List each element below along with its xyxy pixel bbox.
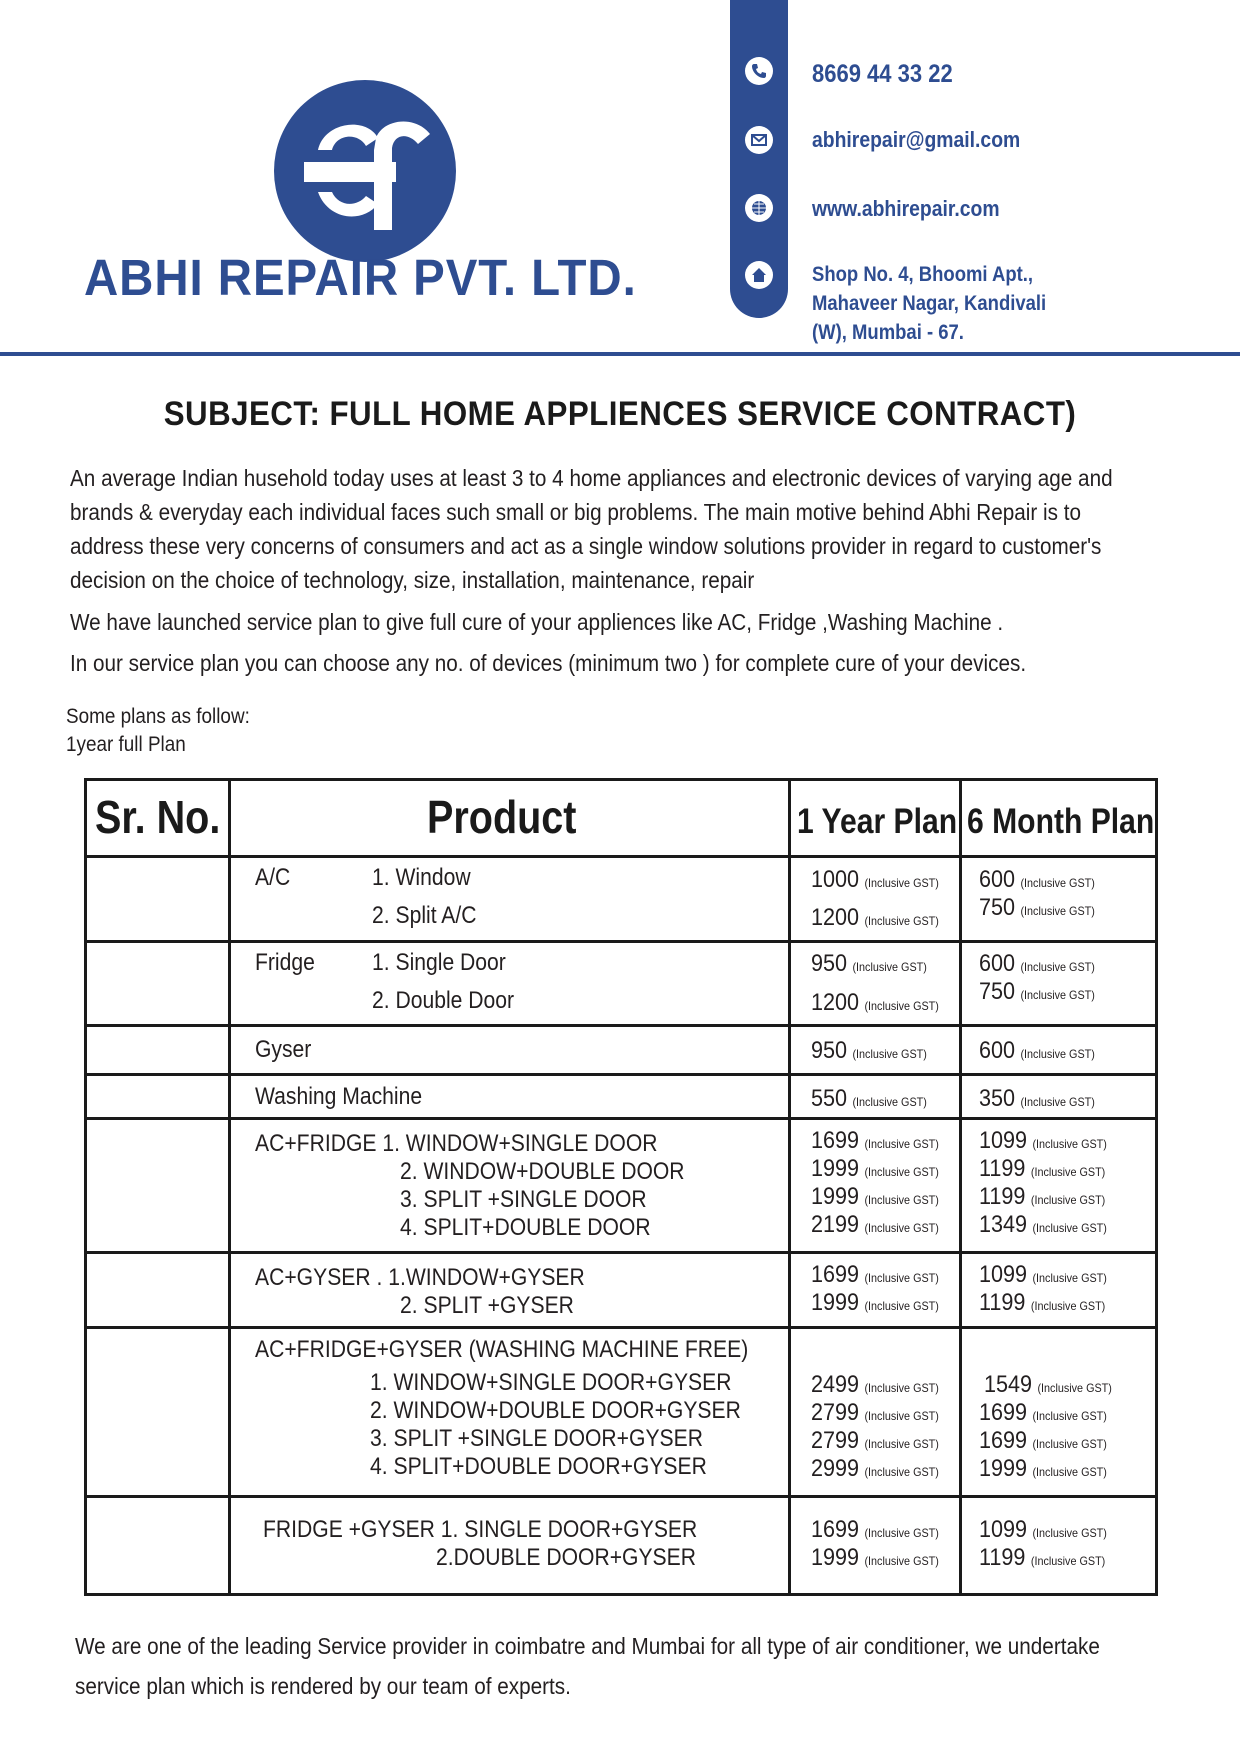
phone-icon [745, 57, 773, 85]
price-1-year: 2199 (Inclusive GST) [811, 1211, 939, 1238]
header-divider [0, 352, 1240, 356]
table-row-divider [84, 1326, 1158, 1329]
plans-note: Some plans as follow: [66, 705, 250, 728]
header-product: Product [427, 791, 577, 843]
combo-fridge-gyser-line: FRIDGE +GYSER 1. SINGLE DOOR+GYSER [263, 1516, 698, 1543]
intro-line: brands & everyday each individual faces such small or big problems. The main motive behind Abhi Repair is to [70, 499, 1081, 525]
product-item: 2. Double Door [372, 987, 515, 1014]
price-6-month: 1549 (Inclusive GST) [984, 1371, 1112, 1398]
row-category-washing-machine: Washing Machine [255, 1083, 423, 1110]
combo-ac-fridge-line: AC+FRIDGE 1. WINDOW+SINGLE DOOR [255, 1130, 658, 1157]
price-1-year: 1999 (Inclusive GST) [811, 1544, 939, 1571]
product-item: 3. SPLIT +SINGLE DOOR+GYSER [370, 1425, 703, 1452]
website-link[interactable]: www.abhirepair.com [812, 196, 1000, 221]
intro-line: An average Indian husehold today uses at least 3 to 4 home appliances and electronic devices of varying age and [70, 465, 1113, 491]
company-name: ABHI REPAIR PVT. LTD. [84, 249, 637, 306]
header-1-year-plan: 1 Year Plan [797, 802, 958, 841]
footer-line: We are one of the leading Service provider in coimbatre and Mumbai for all type of air conditioner, we undertake [75, 1633, 1100, 1659]
price-6-month: 1699 (Inclusive GST) [979, 1399, 1107, 1426]
price-6-month: 1099 (Inclusive GST) [979, 1261, 1107, 1288]
price-6-month: 1999 (Inclusive GST) [979, 1455, 1107, 1482]
price-6-month: 1699 (Inclusive GST) [979, 1427, 1107, 1454]
price-1-year: 1200 (Inclusive GST) [811, 989, 939, 1016]
device-choice-paragraph: In our service plan you can choose any no. of devices (minimum two ) for complete cure of your devices. [70, 650, 1027, 676]
table-row-divider [84, 855, 1158, 858]
ar-monogram-icon [274, 80, 456, 262]
price-1-year: 2999 (Inclusive GST) [811, 1455, 939, 1482]
table-row-divider [84, 1495, 1158, 1498]
price-1-year: 1699 (Inclusive GST) [811, 1127, 939, 1154]
price-1-year: 1000 (Inclusive GST) [811, 866, 939, 893]
price-1-year: 2499 (Inclusive GST) [811, 1371, 939, 1398]
price-6-month: 750 (Inclusive GST) [979, 978, 1095, 1005]
price-1-year: 1699 (Inclusive GST) [811, 1261, 939, 1288]
intro-paragraph [70, 461, 1186, 597]
product-item: 2.DOUBLE DOOR+GYSER [436, 1544, 696, 1571]
price-1-year: 1999 (Inclusive GST) [811, 1155, 939, 1182]
address-line-3: (W), Mumbai - 67. [812, 321, 964, 344]
price-1-year: 1699 (Inclusive GST) [811, 1516, 939, 1543]
product-item: 3. SPLIT +SINGLE DOOR [400, 1186, 647, 1213]
phone-number[interactable]: 8669 44 33 22 [812, 60, 953, 88]
product-item: 4. SPLIT+DOUBLE DOOR+GYSER [370, 1453, 707, 1480]
address-line-1: Shop No. 4, Bhoomi Apt., [812, 263, 1034, 286]
table-row-divider [84, 1251, 1158, 1254]
product-item: 2. Split A/C [372, 902, 477, 929]
price-6-month: 1099 (Inclusive GST) [979, 1516, 1107, 1543]
table-row-divider [84, 1024, 1158, 1027]
price-6-month: 600 (Inclusive GST) [979, 950, 1095, 977]
price-6-month: 1199 (Inclusive GST) [979, 1544, 1106, 1571]
price-1-year: 1999 (Inclusive GST) [811, 1183, 939, 1210]
table-column-divider [228, 778, 231, 1596]
price-6-month: 1199 (Inclusive GST) [979, 1183, 1106, 1210]
product-item: 2. WINDOW+DOUBLE DOOR [400, 1158, 685, 1185]
price-1-year: 550 (Inclusive GST) [811, 1085, 927, 1112]
price-6-month: 1199 (Inclusive GST) [979, 1155, 1106, 1182]
product-item: 1. WINDOW+SINGLE DOOR+GYSER [370, 1369, 732, 1396]
intro-line: decision on the choice of technology, size, installation, maintenance, repair [70, 567, 755, 593]
table-row-divider [84, 1117, 1158, 1120]
product-item: 1. Window [372, 864, 471, 891]
header-sr-no: Sr. No. [95, 791, 221, 843]
product-item: 4. SPLIT+DOUBLE DOOR [400, 1214, 651, 1241]
price-1-year: 1999 (Inclusive GST) [811, 1289, 939, 1316]
table-row-divider [84, 940, 1158, 943]
email-link[interactable]: abhirepair@gmail.com [812, 127, 1021, 152]
combo-ac-fridge-gyser-title: AC+FRIDGE+GYSER (WASHING MACHINE FREE) [255, 1336, 749, 1363]
row-category-ac: A/C [255, 864, 291, 891]
price-6-month: 750 (Inclusive GST) [979, 894, 1095, 921]
row-category-gyser: Gyser [255, 1036, 312, 1063]
company-logo [274, 80, 456, 262]
address-line-2: Mahaveer Nagar, Kandivali [812, 292, 1047, 315]
price-6-month: 600 (Inclusive GST) [979, 1037, 1095, 1064]
row-category-fridge: Fridge [255, 949, 315, 976]
table-column-divider [788, 778, 791, 1596]
footer-paragraph [75, 1626, 1191, 1706]
plan-intro-paragraph: We have launched service plan to give full cure of your appliences like AC, Fridge ,Washing Machine . [70, 609, 1004, 635]
price-1-year: 1200 (Inclusive GST) [811, 904, 939, 931]
header-6-month-plan: 6 Month Plan [967, 802, 1155, 841]
price-1-year: 950 (Inclusive GST) [811, 950, 927, 977]
mail-icon [745, 126, 773, 154]
price-1-year: 950 (Inclusive GST) [811, 1037, 927, 1064]
intro-line: address these very concerns of consumers and act as a single window solutions provider in regard to customer's [70, 533, 1102, 559]
price-1-year: 2799 (Inclusive GST) [811, 1399, 939, 1426]
home-icon [745, 261, 773, 289]
product-item: 1. Single Door [372, 949, 506, 976]
plan-duration-note: 1year full Plan [66, 733, 186, 756]
product-item: 2. WINDOW+DOUBLE DOOR+GYSER [370, 1397, 741, 1424]
subject-heading: SUBJECT: FULL HOME APPLIENCES SERVICE CONTRACT) [163, 395, 1077, 433]
price-6-month: 600 (Inclusive GST) [979, 866, 1095, 893]
contact-sidebar [730, 0, 788, 318]
table-row-divider [84, 1073, 1158, 1076]
price-6-month: 1349 (Inclusive GST) [979, 1211, 1107, 1238]
price-6-month: 350 (Inclusive GST) [979, 1085, 1095, 1112]
price-6-month: 1099 (Inclusive GST) [979, 1127, 1107, 1154]
table-column-divider [959, 778, 962, 1596]
footer-line: service plan which is rendered by our team of experts. [75, 1673, 571, 1699]
price-6-month: 1199 (Inclusive GST) [979, 1289, 1106, 1316]
price-1-year: 2799 (Inclusive GST) [811, 1427, 939, 1454]
globe-icon [745, 194, 773, 222]
product-item: 2. SPLIT +GYSER [400, 1292, 574, 1319]
combo-ac-gyser-line: AC+GYSER . 1.WINDOW+GYSER [255, 1264, 585, 1291]
